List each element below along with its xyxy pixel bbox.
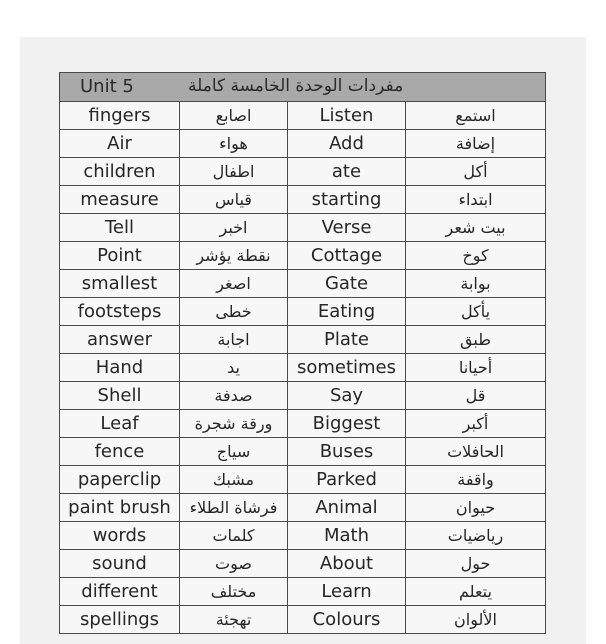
arabic-meaning-cell: يد [180, 354, 288, 382]
unit-label: Unit 5 [80, 76, 134, 97]
arabic-meaning-cell: خطى [180, 298, 288, 326]
english-word-cell: spellings [60, 606, 180, 634]
arabic-meaning-cell: بيت شعر [406, 214, 546, 242]
table-row [60, 466, 546, 494]
arabic-meaning-cell: تهجئة [180, 606, 288, 634]
english-word-cell: Tell [60, 214, 180, 242]
arabic-meaning-cell: واقفة [406, 466, 546, 494]
arabic-meaning-cell: سياج [180, 438, 288, 466]
table-row [60, 354, 546, 382]
table-row [60, 382, 546, 410]
arabic-meaning-cell: قياس [180, 186, 288, 214]
english-word-cell: Listen [288, 102, 406, 130]
english-word-cell: footsteps [60, 298, 180, 326]
english-word-cell: ate [288, 158, 406, 186]
table-row [60, 326, 546, 354]
english-word-cell: Hand [60, 354, 180, 382]
arabic-meaning-cell: اصغر [180, 270, 288, 298]
table-row [60, 606, 546, 634]
table-row [60, 550, 546, 578]
table-row [60, 186, 546, 214]
arabic-meaning-cell: اصابع [180, 102, 288, 130]
english-word-cell: Buses [288, 438, 406, 466]
table-row [60, 494, 546, 522]
arabic-meaning-cell: ابتداء [406, 186, 546, 214]
arabic-meaning-cell: صدفة [180, 382, 288, 410]
english-word-cell: sound [60, 550, 180, 578]
arabic-meaning-cell: اخبر [180, 214, 288, 242]
arabic-meaning-cell: صوت [180, 550, 288, 578]
english-word-cell: answer [60, 326, 180, 354]
arabic-meaning-cell: مختلف [180, 578, 288, 606]
arabic-meaning-cell: ورقة شجرة [180, 410, 288, 438]
vocabulary-table [59, 72, 546, 634]
table-row [60, 438, 546, 466]
arabic-meaning-cell: نقطة يؤشر [180, 242, 288, 270]
paper-sheet [20, 37, 586, 644]
english-word-cell: Say [288, 382, 406, 410]
english-word-cell: Leaf [60, 410, 180, 438]
arabic-meaning-cell: اطفال [180, 158, 288, 186]
english-word-cell: fingers [60, 102, 180, 130]
table-row [60, 102, 546, 130]
english-word-cell: Air [60, 130, 180, 158]
table-row [60, 214, 546, 242]
english-word-cell: fence [60, 438, 180, 466]
arabic-meaning-cell: الحافلات [406, 438, 546, 466]
table-row [60, 522, 546, 550]
english-word-cell: Math [288, 522, 406, 550]
english-word-cell: Learn [288, 578, 406, 606]
english-word-cell: different [60, 578, 180, 606]
english-word-cell: Parked [288, 466, 406, 494]
arabic-meaning-cell: يتعلم [406, 578, 546, 606]
arabic-meaning-cell: أكبر [406, 410, 546, 438]
arabic-meaning-cell: استمع [406, 102, 546, 130]
english-word-cell: Add [288, 130, 406, 158]
arabic-meaning-cell: أكل [406, 158, 546, 186]
english-word-cell: paint brush [60, 494, 180, 522]
table-title: مفردات الوحدة الخامسة كاملة [188, 76, 404, 96]
english-word-cell: children [60, 158, 180, 186]
arabic-meaning-cell: رياضيات [406, 522, 546, 550]
english-word-cell: Gate [288, 270, 406, 298]
english-word-cell: sometimes [288, 354, 406, 382]
arabic-meaning-cell: حيوان [406, 494, 546, 522]
arabic-meaning-cell: أحيانا [406, 354, 546, 382]
english-word-cell: Point [60, 242, 180, 270]
table-row [60, 242, 546, 270]
arabic-meaning-cell: هواء [180, 130, 288, 158]
arabic-meaning-cell: كوخ [406, 242, 546, 270]
arabic-meaning-cell: حول [406, 550, 546, 578]
english-word-cell: smallest [60, 270, 180, 298]
table-row [60, 270, 546, 298]
table-row [60, 298, 546, 326]
english-word-cell: Plate [288, 326, 406, 354]
table-row [60, 410, 546, 438]
arabic-meaning-cell: طبق [406, 326, 546, 354]
arabic-meaning-cell: قل [406, 382, 546, 410]
table-row [60, 158, 546, 186]
english-word-cell: measure [60, 186, 180, 214]
english-word-cell: paperclip [60, 466, 180, 494]
english-word-cell: starting [288, 186, 406, 214]
table-row [60, 578, 546, 606]
english-word-cell: About [288, 550, 406, 578]
english-word-cell: words [60, 522, 180, 550]
english-word-cell: Eating [288, 298, 406, 326]
table-header-row [60, 73, 546, 102]
arabic-meaning-cell: اجابة [180, 326, 288, 354]
arabic-meaning-cell: الألوان [406, 606, 546, 634]
english-word-cell: Cottage [288, 242, 406, 270]
table-row [60, 130, 546, 158]
arabic-meaning-cell: إضافة [406, 130, 546, 158]
arabic-meaning-cell: كلمات [180, 522, 288, 550]
english-word-cell: Shell [60, 382, 180, 410]
english-word-cell: Animal [288, 494, 406, 522]
english-word-cell: Verse [288, 214, 406, 242]
arabic-meaning-cell: مشبك [180, 466, 288, 494]
arabic-meaning-cell: فرشاة الطلاء [180, 494, 288, 522]
table-header-cell [60, 73, 546, 102]
english-word-cell: Biggest [288, 410, 406, 438]
arabic-meaning-cell: يأكل [406, 298, 546, 326]
english-word-cell: Colours [288, 606, 406, 634]
arabic-meaning-cell: بوابة [406, 270, 546, 298]
